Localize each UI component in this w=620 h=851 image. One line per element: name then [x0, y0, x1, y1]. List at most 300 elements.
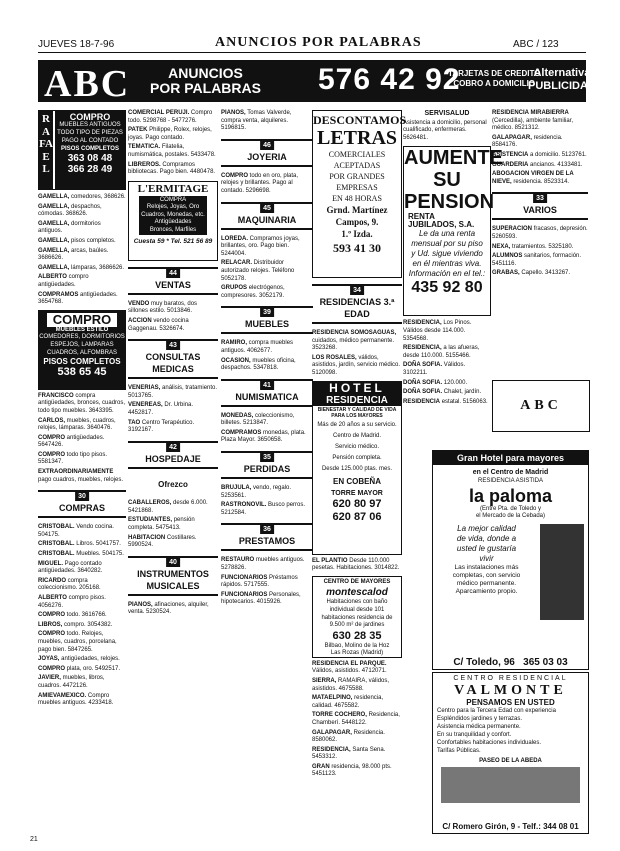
- paloma-l6: vivir: [479, 554, 494, 563]
- listing-text: comedores, 368626.: [71, 194, 126, 200]
- listing-text: pisos completos.: [71, 237, 116, 244]
- listing-name: DOÑA SOFIA.: [403, 389, 443, 396]
- listing-text: Tomas Valverde, compra venta, alquileres. 5196815.: [221, 110, 292, 132]
- descontamos-tel: 593 41 30: [333, 241, 381, 255]
- paloma-l4: de vida, donde a: [456, 534, 517, 543]
- listing-text: coleccionismo, billetes. 5213847.: [221, 412, 295, 427]
- compro2-l5: PISOS COMPLETOS: [43, 357, 121, 367]
- listing-item: [38, 221, 126, 236]
- listing-item: [221, 557, 313, 572]
- paloma-l2: el Mercado de la Cebada): [475, 513, 546, 519]
- listing-name: CARLOS,: [38, 417, 65, 424]
- col2-listings: [128, 110, 218, 177]
- listing-item: [128, 301, 218, 316]
- listing-item: [38, 204, 126, 219]
- listing-name: CRISTOBAL.: [38, 551, 75, 558]
- listing-item: [403, 320, 491, 343]
- footer-page-number: 21: [30, 836, 38, 843]
- listing-name: ALBERTO: [38, 595, 67, 601]
- listing-name: CABALLEROS,: [128, 500, 172, 507]
- section-title: JOYERIA: [247, 151, 287, 162]
- listing-name: VENDO: [128, 300, 150, 307]
- listing-text: a domicilio. 5123761.: [530, 151, 587, 158]
- listing-text: Capello. 3413267.: [521, 270, 571, 277]
- valmonte-l6: Tarifas Públicas.: [437, 748, 481, 754]
- listing-item: [492, 244, 588, 252]
- section-number: 36: [260, 525, 274, 534]
- listing-text: Libros. 5041757.: [76, 541, 121, 548]
- listing-name: VENEREAS,: [128, 402, 163, 409]
- listing-name: RASTRONOVIL.: [221, 502, 267, 509]
- listing-text: Los Pinos. Válidos desde 114.000. 5354568.: [403, 320, 472, 342]
- valmonte-map: [441, 767, 580, 803]
- listing-text: Filatelia, numismática, postales. 5433478.: [128, 144, 216, 158]
- listing-text: muebles antiguos. 5278826.: [221, 557, 305, 572]
- listing-item: [492, 135, 588, 150]
- listing-item: [128, 402, 218, 417]
- section-number: 30: [75, 492, 89, 501]
- valmonte-l5: Confortables habitaciones individuales.: [437, 740, 542, 746]
- listing-text: residencia, 98.000 pts. 5451123.: [312, 763, 392, 778]
- section-heading: [221, 306, 313, 334]
- listing-text: cuidados, médico permanente. 3523268.: [312, 337, 395, 352]
- paloma-l9: médico permanente.: [456, 580, 517, 587]
- paloma-l3: La mejor calidad: [457, 524, 516, 533]
- listing-item: [38, 675, 126, 690]
- listing-item: [221, 358, 313, 373]
- hotel-t1: HOTEL: [313, 382, 401, 395]
- section-number: 44: [166, 269, 180, 278]
- listing-text: electrógenos, compresores. 3052179.: [221, 285, 285, 299]
- listing-name: CRISTOBAL.: [38, 524, 75, 531]
- listing-text: ancianos. 4133481.: [530, 161, 583, 168]
- listing-name: GUARDERIA: [492, 161, 529, 168]
- listing-item: [312, 355, 402, 378]
- listing-item: [128, 144, 218, 159]
- listing-name: RELACAR.: [221, 260, 252, 267]
- listing-text: Compramos joyas, brillantes, oro. Pago bien. 5244004.: [221, 235, 300, 257]
- listing-text: Válidos. 3102211.: [403, 362, 466, 376]
- aumente-t5: JUBILADOS, S.A.: [408, 219, 475, 229]
- listing-item: [312, 730, 402, 745]
- listing-name: PIANOS,: [128, 601, 153, 608]
- listing-text: Centro Terapéutico. 3192167.: [128, 419, 195, 434]
- listing-name: PIANOS,: [221, 110, 246, 116]
- listing-item: [492, 110, 588, 133]
- section-heading: [221, 139, 313, 167]
- listing-text: muebles, libros, cuadros. 4472126.: [38, 675, 105, 689]
- listing-item: [38, 469, 126, 484]
- valmonte-l3: Asistencia médica permanente.: [437, 724, 521, 730]
- listing-item: [38, 656, 126, 664]
- listing-item: [492, 171, 588, 186]
- section-heading: [128, 267, 218, 295]
- listing-item: [38, 631, 126, 654]
- listing-name: COMPRAMOS: [38, 291, 79, 298]
- hotel-l4: Pensión completa.: [332, 454, 382, 461]
- section-title: COMPRAS: [58, 503, 105, 514]
- listing-name: EXTRAORDINARIAMENTE: [38, 469, 114, 476]
- section-title: NUMISMATICA: [235, 391, 299, 402]
- listing-text: antigüedades, relojes.: [61, 656, 120, 663]
- listing-name: GRUPOS: [221, 285, 248, 292]
- listing-text: Santa Sena. 5453312.: [312, 746, 386, 761]
- valmonte-l2: Espléndidos jardines y terrazas.: [437, 716, 523, 722]
- listing-name: RAMIRO,: [221, 340, 247, 347]
- listing-item: [221, 340, 313, 355]
- listing-name: LIBROS,: [38, 621, 63, 628]
- descontamos-t4: ACEPTADAS: [333, 161, 381, 170]
- listing-name: GRAN: [312, 763, 330, 770]
- listing-name: COMPRO: [38, 451, 65, 458]
- valmonte-t3: PENSAMOS EN USTED: [466, 698, 555, 707]
- valmonte-features: [433, 707, 588, 755]
- banner-alternativa: Alternativa PUBLICIDAD: [528, 67, 596, 92]
- listing-text: arcas, baúles. 3686626.: [38, 247, 109, 262]
- section-number: 39: [260, 308, 274, 317]
- listing-item: [128, 127, 218, 142]
- listing-text: Compro muebles antiguos. 4233418.: [38, 692, 114, 707]
- listing-item: [221, 592, 313, 607]
- section-number: 42: [166, 443, 180, 452]
- listing-item: [221, 485, 313, 500]
- compro2-title: COMPRO: [47, 313, 117, 327]
- listing-text: afinaciones, alquiler, venta. 5230524.: [128, 601, 209, 616]
- listing-text: todo tipo pisos. 5581347.: [38, 451, 108, 466]
- paloma-copy: [433, 524, 540, 620]
- listing-item: [221, 502, 313, 517]
- listing-text: Distribuidor autorizado relojes. Teléfono 5052178.: [221, 260, 295, 282]
- compro2-l3: ESPEJOS, LAMPARAS: [50, 341, 114, 348]
- montescalod-l2: habitaciones residencia de 9.500 m² de jardines: [321, 614, 393, 629]
- listing-name: DOÑA SOFIA.: [403, 362, 443, 369]
- listing-name: GAMELLA,: [38, 264, 70, 271]
- listing-text: análisis, tratamiento. 5013765.: [128, 385, 218, 399]
- montescalod-l1: Habitaciones con baño individual desde 101: [326, 599, 388, 613]
- compro2-l2: COMEDORES, DORMITORIOS: [39, 334, 125, 341]
- listing-text: residencia, calidad. 4675582.: [312, 695, 384, 709]
- listing-name: JAVIER,: [38, 675, 61, 682]
- listing-name: COMPRO: [38, 612, 65, 619]
- section-heading: [492, 192, 588, 220]
- rafael-tel2: 366 28 49: [67, 164, 113, 175]
- column-1: [38, 110, 126, 710]
- listing-text: todo. 3616766.: [66, 612, 107, 619]
- listing-text: lámparas, 3686626.: [71, 264, 125, 271]
- compro-ad: [38, 310, 126, 390]
- listing-name: MIGUEL.: [38, 560, 63, 567]
- section-heading: [128, 556, 218, 596]
- paloma-l8: completas, con servicio: [452, 572, 521, 579]
- listing-item: [128, 318, 218, 333]
- listing-name: DOÑA SOFIA.: [403, 379, 443, 386]
- col4-sections: [312, 284, 402, 324]
- listing-name: GAMELLA,: [38, 203, 70, 210]
- aumente-l3: y Ud. sigue viviendo: [411, 248, 483, 258]
- listing-text: todo. Relojes, muebles, cuadros, porcelana, pago bien. 5847265.: [38, 631, 117, 653]
- listing-text: sanitarios, formación. 5451116.: [492, 253, 582, 267]
- descontamos-t5: POR GRANDES: [329, 172, 385, 181]
- listing-text: Válidos, asistidos. 4712071.: [312, 668, 387, 675]
- listing-text: plata, oro. 5492517.: [66, 665, 121, 672]
- section-heading: [38, 490, 126, 518]
- section-heading: [221, 379, 313, 407]
- listing-text: tratamientos. 5325180.: [512, 243, 574, 250]
- compro2-l4: CUADROS, ALFOMBRAS: [46, 349, 117, 356]
- listing-item: [38, 524, 126, 539]
- listing-text: Pago contado antigüedades. 3640282.: [38, 560, 103, 575]
- listing-item: [38, 194, 126, 202]
- header-rule: [38, 52, 586, 53]
- hotel-t2: RESIDENCIA: [313, 395, 401, 406]
- listing-name: SUPERACION: [492, 226, 533, 233]
- listing-text: Personales, hipotecarios. 4015926.: [221, 591, 301, 606]
- hotel-l1: Más de 20 años a su servicio.: [317, 421, 397, 428]
- listing-name: COMPRO: [38, 631, 65, 638]
- montescalod-tel: 630 28 35: [332, 629, 382, 642]
- listing-item: [221, 110, 313, 133]
- listing-name: CRISTOBAL.: [38, 541, 75, 548]
- col4-listings-3: [312, 661, 402, 779]
- descontamos-t1: DESCONTAMOS: [313, 113, 407, 127]
- section-heading: [128, 441, 218, 469]
- rafael-line2: TODO TIPO DE PIEZAS: [57, 130, 123, 136]
- listing-name: BRUJULA,: [221, 485, 252, 492]
- listing-item: [38, 595, 126, 610]
- listing-item: [403, 389, 491, 397]
- section-number: 45: [260, 204, 274, 213]
- listing-name: MONEDAS,: [221, 412, 254, 419]
- descontamos-t2: LETRAS: [316, 127, 398, 149]
- section-heading: [312, 284, 402, 324]
- rafael-pisos: PISOS COMPLETOS: [61, 146, 119, 152]
- listing-text: pensión completa. 5475413.: [128, 517, 195, 532]
- descontamos-addr2: Campos, 9.: [335, 217, 379, 227]
- section-title: HOSPEDAJE: [145, 453, 201, 464]
- listing-item: [312, 558, 402, 573]
- listing-item: [221, 236, 313, 259]
- section-title: CONSULTAS MEDICAS: [145, 352, 201, 375]
- montescalod-l3: Bilbao, Molino de la Hoz: [324, 642, 390, 649]
- paloma-t4: la paloma: [468, 486, 553, 506]
- section-number: 46: [260, 141, 274, 150]
- descontamos-ad: [312, 110, 407, 278]
- listing-text: antigüedades. 3654768.: [38, 291, 118, 306]
- listing-item: [492, 226, 588, 241]
- listing-name: HABITACION: [128, 534, 166, 541]
- section-title: INSTRUMENTOS MUSICALES: [137, 568, 209, 591]
- ermitage-l2: Relojes, Joyas, Oro: [146, 204, 200, 211]
- listing-text: vendo cocina Gaggenau. 5326674.: [128, 317, 189, 332]
- listing-text: dormitorios antiguos.: [38, 220, 101, 235]
- listing-name: FUNCIONARIOS: [221, 591, 268, 598]
- listing-text: compra antigüedades, bronces, cuadros, todo tipo muebles. 3643395.: [38, 392, 126, 414]
- col2-body: [128, 267, 218, 617]
- listing-item: [492, 253, 588, 268]
- listing-item: [221, 285, 313, 300]
- listing-text: compro. 3054382.: [64, 621, 113, 628]
- listing-name: RESIDENCIA,: [312, 746, 351, 753]
- listing-text: pago cuadros, muebles, relojes.: [38, 476, 124, 483]
- section-heading: [221, 523, 313, 551]
- paloma-footer: C/ Toledo, 96 365 03 03: [453, 657, 568, 668]
- section-title: MAQUINARIA: [237, 214, 297, 225]
- listing-name: FUNCIONARIOS: [221, 574, 268, 581]
- listing-item: [221, 430, 313, 445]
- col1-sections: [38, 490, 126, 518]
- listing-item: [492, 162, 588, 170]
- listing-text: despachos, cómodas. 368626.: [38, 203, 102, 218]
- listing-text: compro pisos. 4056276.: [38, 595, 106, 609]
- section-number: 34: [350, 286, 364, 295]
- col3-body: [221, 110, 313, 607]
- paloma-body: [433, 524, 588, 620]
- listing-item: [128, 110, 218, 125]
- ermitage-l1: COMPRA: [159, 196, 187, 203]
- listing-item: [312, 330, 402, 353]
- listing-item: [38, 541, 126, 549]
- listing-text: Costillares. 5990524.: [128, 534, 197, 549]
- column-6: [492, 110, 588, 280]
- listing-text: Desde 110.000 pesetas. Habitaciones. 3014822.: [312, 557, 400, 572]
- listing-name: RESIDENCIA,: [403, 345, 442, 352]
- hotel-residencia-ad: [312, 381, 402, 555]
- listing-name: ACCION: [128, 317, 152, 324]
- paloma-l1: (Entre Pta. de Toledo y: [480, 506, 541, 512]
- listing-text: Vendo cocina. 504175.: [38, 524, 114, 538]
- listing-item: [403, 362, 491, 377]
- listing-name: RESIDENCIA SOMOSAGUAS,: [312, 330, 397, 336]
- listing-item: [38, 435, 126, 450]
- banner-phone: 576 42 92: [318, 63, 461, 96]
- aumente-t2: SU: [433, 169, 461, 192]
- hotel-l5: Desde 125.000 ptas. mes.: [321, 465, 393, 472]
- listing-name: TAO: [128, 419, 141, 426]
- listing-name: LOS ROSALES,: [312, 354, 357, 361]
- col1-listings-2: [38, 393, 126, 485]
- rafael-line3: PAGO AL CONTADO: [61, 138, 119, 144]
- section-number: 43: [166, 341, 180, 350]
- ermitage-title: L'ERMITAGE: [137, 182, 209, 195]
- rafael-ad: [38, 110, 126, 190]
- section-number: 33: [533, 194, 547, 203]
- section-number: 41: [260, 381, 274, 390]
- listing-item: [312, 747, 402, 762]
- listing-text: Préstamos rápidos. 5717555.: [221, 574, 298, 589]
- valmonte-addr: C/ Romero Girón, 9 - Telf.: 344 08 01: [442, 822, 579, 831]
- listing-name: AMIEVAMEXICO.: [38, 692, 87, 699]
- listing-name: RESIDENCIA: [403, 398, 441, 405]
- descontamos-addr1: Grnd. Martínez: [326, 205, 388, 215]
- listing-name: ESTUDIANTES,: [128, 517, 173, 524]
- listing-item: [38, 612, 126, 620]
- montescalod-ad: [312, 576, 402, 658]
- listing-item: [312, 661, 402, 676]
- listing-text: válidos, asistidos, jardín, servicio médico. 5120098.: [312, 354, 401, 376]
- section-number: 40: [166, 558, 180, 567]
- rafael-tel1: 363 08 48: [67, 153, 113, 164]
- montescalod-l4: Las Rozas (Madrid): [330, 650, 384, 657]
- valmonte-l1: Centro para la Tercera Edad con experiencia: [437, 708, 556, 714]
- listing-name: FRANCISCO: [38, 392, 74, 399]
- listing-name: GALAPAGAR,: [492, 134, 532, 141]
- banner-anuncios: ANUNCIOS POR PALABRAS: [150, 65, 261, 96]
- listing-name: TEMATICA.: [128, 144, 161, 151]
- aumente-t1: AUMENTE: [404, 147, 503, 170]
- header-date: JUEVES 18-7-96: [38, 39, 115, 50]
- listing-item: [403, 380, 491, 388]
- listing-text: Busco perros. 5212584.: [221, 502, 306, 516]
- descontamos-t6: EMPRESAS: [336, 183, 378, 192]
- listing-item: [312, 764, 402, 779]
- listing-item: [38, 693, 126, 708]
- listing-text: desde 6.000. 5421868.: [128, 500, 208, 514]
- compro2-tel: 538 65 45: [57, 366, 107, 379]
- aumente-l1: Le da una renta: [418, 228, 476, 238]
- listing-text: muebles, cuadros, relojes, lámparas. 3640476.: [38, 417, 116, 432]
- section-heading: [221, 451, 313, 479]
- listing-name: COMPRAMOS: [221, 429, 262, 436]
- abc-box-ad: ABC: [492, 380, 590, 432]
- listing-name: EL PLANTIO: [312, 557, 348, 564]
- listing-text: Dr. Urbina. 4452817.: [128, 402, 194, 416]
- listing-item: [221, 575, 313, 590]
- valmonte-l4: En su tranquilidad y confort.: [437, 732, 512, 738]
- listing-item: [403, 399, 491, 407]
- listing-item: [38, 666, 126, 674]
- listing-item: [38, 452, 126, 467]
- listing-name: TORRE COCHERO,: [312, 712, 367, 719]
- valmonte-ad: [432, 672, 589, 834]
- col1-listings-3: [38, 524, 126, 707]
- valmonte-t2: VALMONTE: [454, 683, 567, 698]
- listing-item: [128, 517, 218, 532]
- listing-item: [38, 561, 126, 576]
- paloma-t3: RESIDENCIA ASISTIDA: [477, 478, 544, 484]
- section-title: PERDIDAS: [243, 464, 291, 475]
- ermitage-l4: Antigüedades: [154, 219, 192, 226]
- listing-name: MATAELPINO,: [312, 695, 353, 702]
- listing-text: fracasos, depresión. 5260593.: [492, 226, 588, 240]
- listing-name: RESTAURO: [221, 557, 255, 564]
- listing-name: COMPRO: [38, 665, 65, 672]
- listing-item: [403, 345, 491, 360]
- listing-name: NEXA,: [492, 243, 511, 250]
- listing-name: JOYAS,: [38, 656, 60, 663]
- ermitage-l3: Cuadros, Monedas, etc.: [141, 211, 205, 218]
- hotel-l3: Servicio médico.: [334, 443, 379, 450]
- valmonte-l7: PASEO DE LA ABEDA: [479, 758, 542, 764]
- listing-text: Muebles. 504175.: [76, 551, 124, 558]
- listing-item: [38, 265, 126, 273]
- abc-banner: [38, 60, 596, 105]
- rafael-line1: MUEBLES ANTIGUOS: [59, 122, 121, 128]
- listing-text: Residencia. 8580062.: [312, 729, 385, 744]
- rafael-letters: RAFAEL: [39, 111, 53, 189]
- paloma-l10: Aparcamiento propio.: [455, 588, 518, 595]
- listing-name: COMPRO: [38, 434, 65, 441]
- listing-name: LIBREROS.: [128, 161, 161, 168]
- listing-item: [221, 173, 313, 196]
- montescalod-t1: CENTRO DE MAYORES: [323, 578, 391, 585]
- listing-text: antigüedades. 5647426.: [38, 434, 105, 449]
- col1-listings: [38, 194, 126, 307]
- listing-item: [38, 248, 126, 263]
- listing-item: [38, 274, 126, 289]
- page-number: ABC / 123: [513, 39, 559, 50]
- aumente-t3: PENSION: [404, 191, 495, 214]
- ermitage-ad: [128, 181, 218, 261]
